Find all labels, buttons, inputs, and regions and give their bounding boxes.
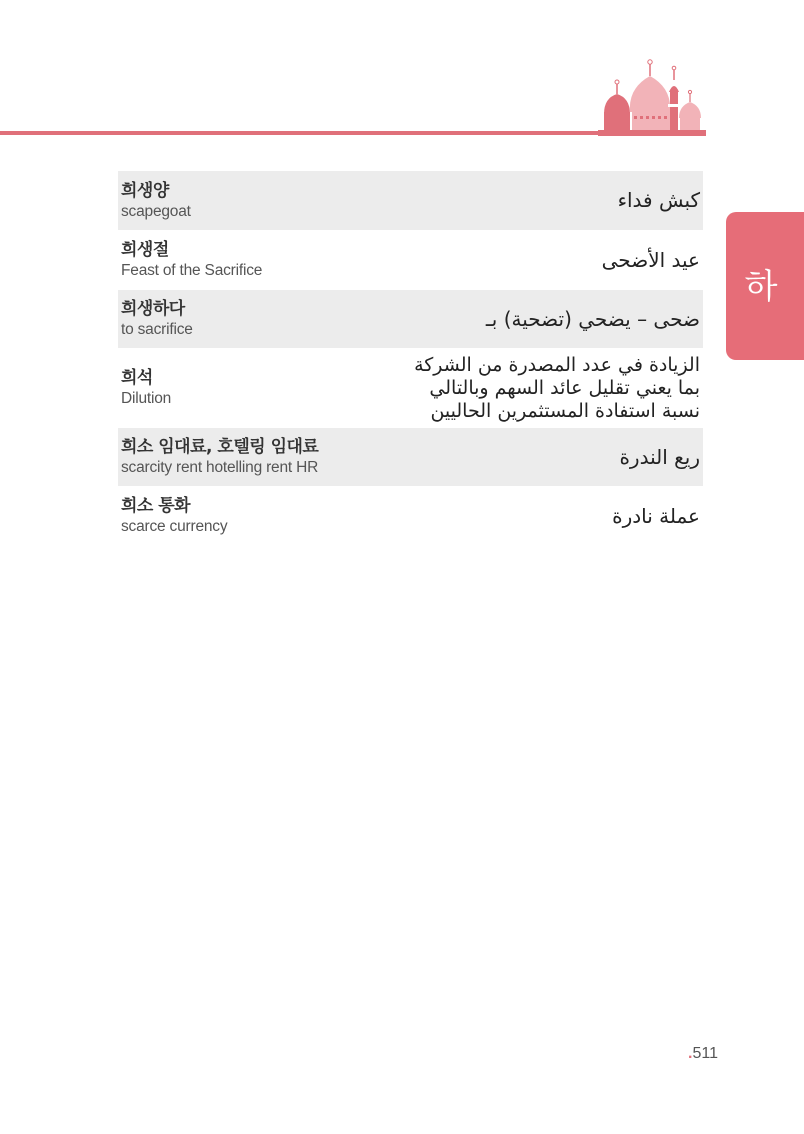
- header-rule: [0, 131, 703, 135]
- glossary-entry: [118, 171, 703, 230]
- arabic-definition: [414, 354, 700, 423]
- glossary-list: [118, 171, 703, 545]
- index-tab: [726, 212, 804, 360]
- glossary-entry: [118, 428, 703, 486]
- english-term: scarce currency: [121, 518, 228, 535]
- english-term: Feast of the Sacrifice: [121, 262, 263, 279]
- glossary-entry: [118, 487, 703, 545]
- page-number-value: 511: [692, 1045, 718, 1062]
- arabic-line: بما يعني تقليل عائد السهم وبالتالي: [429, 376, 700, 399]
- page-number-dot: .: [688, 1045, 693, 1062]
- english-term: scapegoat: [121, 202, 191, 220]
- korean-term: 희소 임대료, 호텔링 임대료: [121, 437, 319, 457]
- glossary-entry: [118, 290, 703, 348]
- korean-term: 희석: [121, 368, 153, 388]
- arabic-term: عيد الأضحى: [601, 247, 700, 272]
- glossary-entry: [118, 231, 703, 289]
- arabic-term: عملة نادرة: [612, 503, 700, 528]
- arabic-term: ضحى – يضحي (تضحية) بـ: [485, 306, 700, 331]
- page-number: [688, 1045, 718, 1063]
- english-term: scarcity rent hotelling rent HR: [121, 459, 319, 476]
- arabic-term: ريع الندرة: [619, 444, 700, 469]
- korean-term: 희생양: [121, 180, 169, 201]
- arabic-line: نسبة استفادة المستثمرين الحاليين: [430, 399, 700, 422]
- mosque-illustration: [598, 58, 706, 136]
- english-term: to sacrifice: [121, 321, 193, 338]
- arabic-line: الزيادة في عدد المصدرة من الشركة: [414, 353, 700, 376]
- korean-term: 희생절: [121, 240, 169, 260]
- arabic-term: كبش فداء: [617, 188, 700, 212]
- korean-term: 희생하다: [121, 299, 185, 319]
- english-term: Dilution: [121, 390, 172, 407]
- glossary-entry: [118, 349, 703, 427]
- korean-term: 희소 통화: [121, 496, 191, 516]
- index-tab-letter: 하: [744, 266, 778, 307]
